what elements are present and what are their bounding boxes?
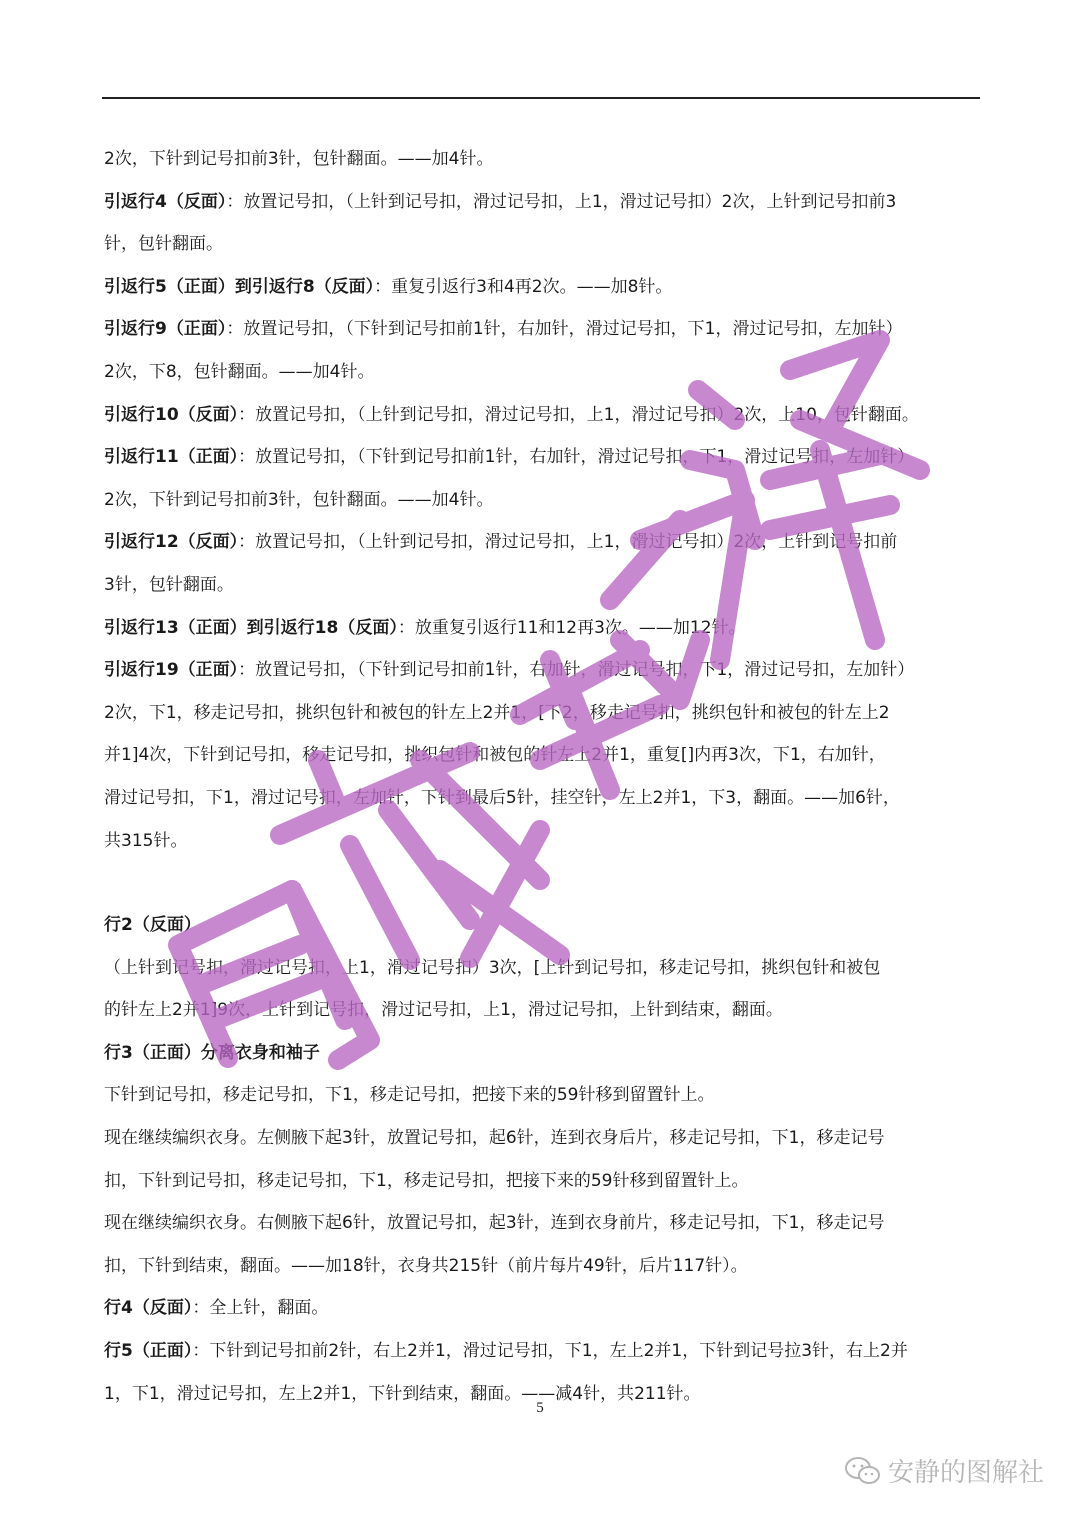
text-line [104, 904, 984, 947]
text-line [104, 1245, 984, 1288]
text-line [104, 436, 984, 479]
text-line [104, 1032, 984, 1075]
text-line [104, 266, 984, 309]
instruction-text: ：放置记号扣，（下针到记号扣前1针，右加针，滑过记号扣，下1，滑过记号扣，左加针） [238, 660, 915, 681]
paragraph-gap [104, 862, 984, 904]
row-heading: 引返行11（正面） [104, 447, 239, 468]
text-line [104, 607, 984, 650]
text-line [104, 820, 984, 863]
text-line [104, 1117, 984, 1160]
text-line [104, 692, 984, 735]
instruction-text: 3针，包针翻面。 [104, 574, 234, 595]
text-line [104, 1287, 984, 1330]
row-heading: 引返行13（正面）到引返行18（反面） [104, 617, 398, 638]
text-line [104, 351, 984, 394]
instruction-text: 共315针。 [104, 830, 188, 851]
text-line [104, 649, 984, 692]
row-heading: 行4（反面） [104, 1298, 193, 1319]
text-line [104, 223, 984, 266]
text-line [104, 564, 984, 607]
row-heading: 引返行9（正面） [104, 319, 227, 340]
wechat-icon [844, 1456, 882, 1486]
instruction-text: ：放重复引返行11和12再3次。——加12针。 [397, 617, 746, 638]
text-line [104, 1202, 984, 1245]
row-heading: 引返行19（正面） [104, 660, 239, 681]
text-line [104, 947, 984, 990]
text-line [104, 989, 984, 1032]
instruction-text: 扣，下针到记号扣，移走记号扣，下1，移走记号扣，把接下来的59针移到留置针上。 [104, 1170, 749, 1191]
instruction-text: 2次，下1，移走记号扣，挑织包针和被包的针左上2并1，[下2，移走记号扣，挑织包针和被包的针左上2 [104, 702, 890, 723]
instruction-text: 2次，下8，包针翻面。——加4针。 [104, 361, 375, 382]
text-line [104, 181, 984, 224]
brand-name: 安静的图解社 [887, 1458, 1044, 1488]
text-line [104, 308, 984, 351]
instruction-text: 现在继续编织衣身。左侧腋下起3针，放置记号扣，起6针，连到衣身后片，移走记号扣，下1，移走记号 [104, 1128, 885, 1149]
instruction-text: ：全上针，翻面。 [192, 1298, 329, 1319]
instruction-text: ：放置记号扣，（下针到记号扣前1针，右加针，滑过记号扣，下1，滑过记号扣，左加针） [238, 447, 915, 468]
instruction-text: 滑过记号扣，下1，滑过记号扣，左加针，下针到最后5针，挂空针，左上2并1，下3，翻面。——加6针， [104, 787, 900, 808]
text-line [104, 734, 984, 777]
instruction-text: 1，下1，滑过记号扣，左上2并1，下针到结束，翻面。——减4针，共211针。 [104, 1383, 701, 1404]
text-line [104, 479, 984, 522]
text-line [104, 1160, 984, 1203]
instruction-text: ：放置记号扣，（下针到记号扣前1针，右加针，滑过记号扣，下1，滑过记号扣，左加针） [226, 319, 903, 340]
instruction-text: （上针到记号扣，滑过记号扣，上1，滑过记号扣）3次，[上针到记号扣，移走记号扣，挑织包针和被包 [104, 957, 881, 978]
instruction-text: ：下针到记号扣前2针，右上2并1，滑过记号扣，下1，左上2并1，下针到记号拉3针，右上2并 [192, 1341, 908, 1362]
instruction-text: 现在继续编织衣身。右侧腋下起6针，放置记号扣，起3针，连到衣身前片，移走记号扣，下1，移走记号 [104, 1213, 885, 1234]
text-line [104, 138, 984, 181]
row-heading: 行2（反面） [104, 915, 201, 936]
page-number: 5 [536, 1400, 544, 1416]
row-heading: 行5（正面） [104, 1341, 193, 1362]
instruction-text: 的针左上2并1]9次，上针到记号扣，滑过记号扣，上1，滑过记号扣，上针到结束，翻面。 [104, 1000, 783, 1021]
row-heading: 引返行4（反面） [104, 191, 227, 212]
document-body [104, 138, 984, 1415]
brand-footer [844, 1452, 1044, 1489]
row-heading: 引返行12（反面） [104, 532, 239, 553]
instruction-text: 下针到记号扣，移走记号扣，下1，移走记号扣，把接下来的59针移到留置针上。 [104, 1085, 715, 1106]
instruction-text: ：重复引返行3和4再2次。——加8针。 [374, 276, 673, 297]
text-line [104, 521, 984, 564]
row-heading: 行3（正面）分离衣身和袖子 [104, 1042, 320, 1063]
header-rule [102, 97, 980, 99]
instruction-text: ：放置记号扣，（上针到记号扣，滑过记号扣，上1，滑过记号扣）2次，上针到记号扣前3 [226, 191, 897, 212]
text-line [104, 1074, 984, 1117]
row-heading: 引返行10（反面） [104, 404, 239, 425]
text-line [104, 394, 984, 437]
instruction-text: ：放置记号扣，（上针到记号扣，滑过记号扣，上1，滑过记号扣）2次，上10，包针翻面。 [238, 404, 919, 425]
instruction-text: 并1]4次，下针到记号扣，移走记号扣，挑织包针和被包的针左上2并1，重复[]内再3次，下1，右加针， [104, 745, 886, 766]
text-line [104, 777, 984, 820]
instruction-text: ：放置记号扣，（上针到记号扣，滑过记号扣，上1，滑过记号扣）2次，上针到记号扣前 [238, 532, 898, 553]
instruction-text: 针，包针翻面。 [104, 234, 223, 255]
instruction-text: 扣，下针到结束，翻面。——加18针，衣身共215针（前片每片49针，后片117针）。 [104, 1255, 748, 1276]
row-heading: 引返行5（正面）到引返行8（反面） [104, 276, 375, 297]
instruction-text: 2次，下针到记号扣前3针，包针翻面。——加4针。 [104, 149, 494, 169]
text-line [104, 1330, 984, 1373]
instruction-text: 2次，下针到记号扣前3针，包针翻面。——加4针。 [104, 489, 494, 510]
